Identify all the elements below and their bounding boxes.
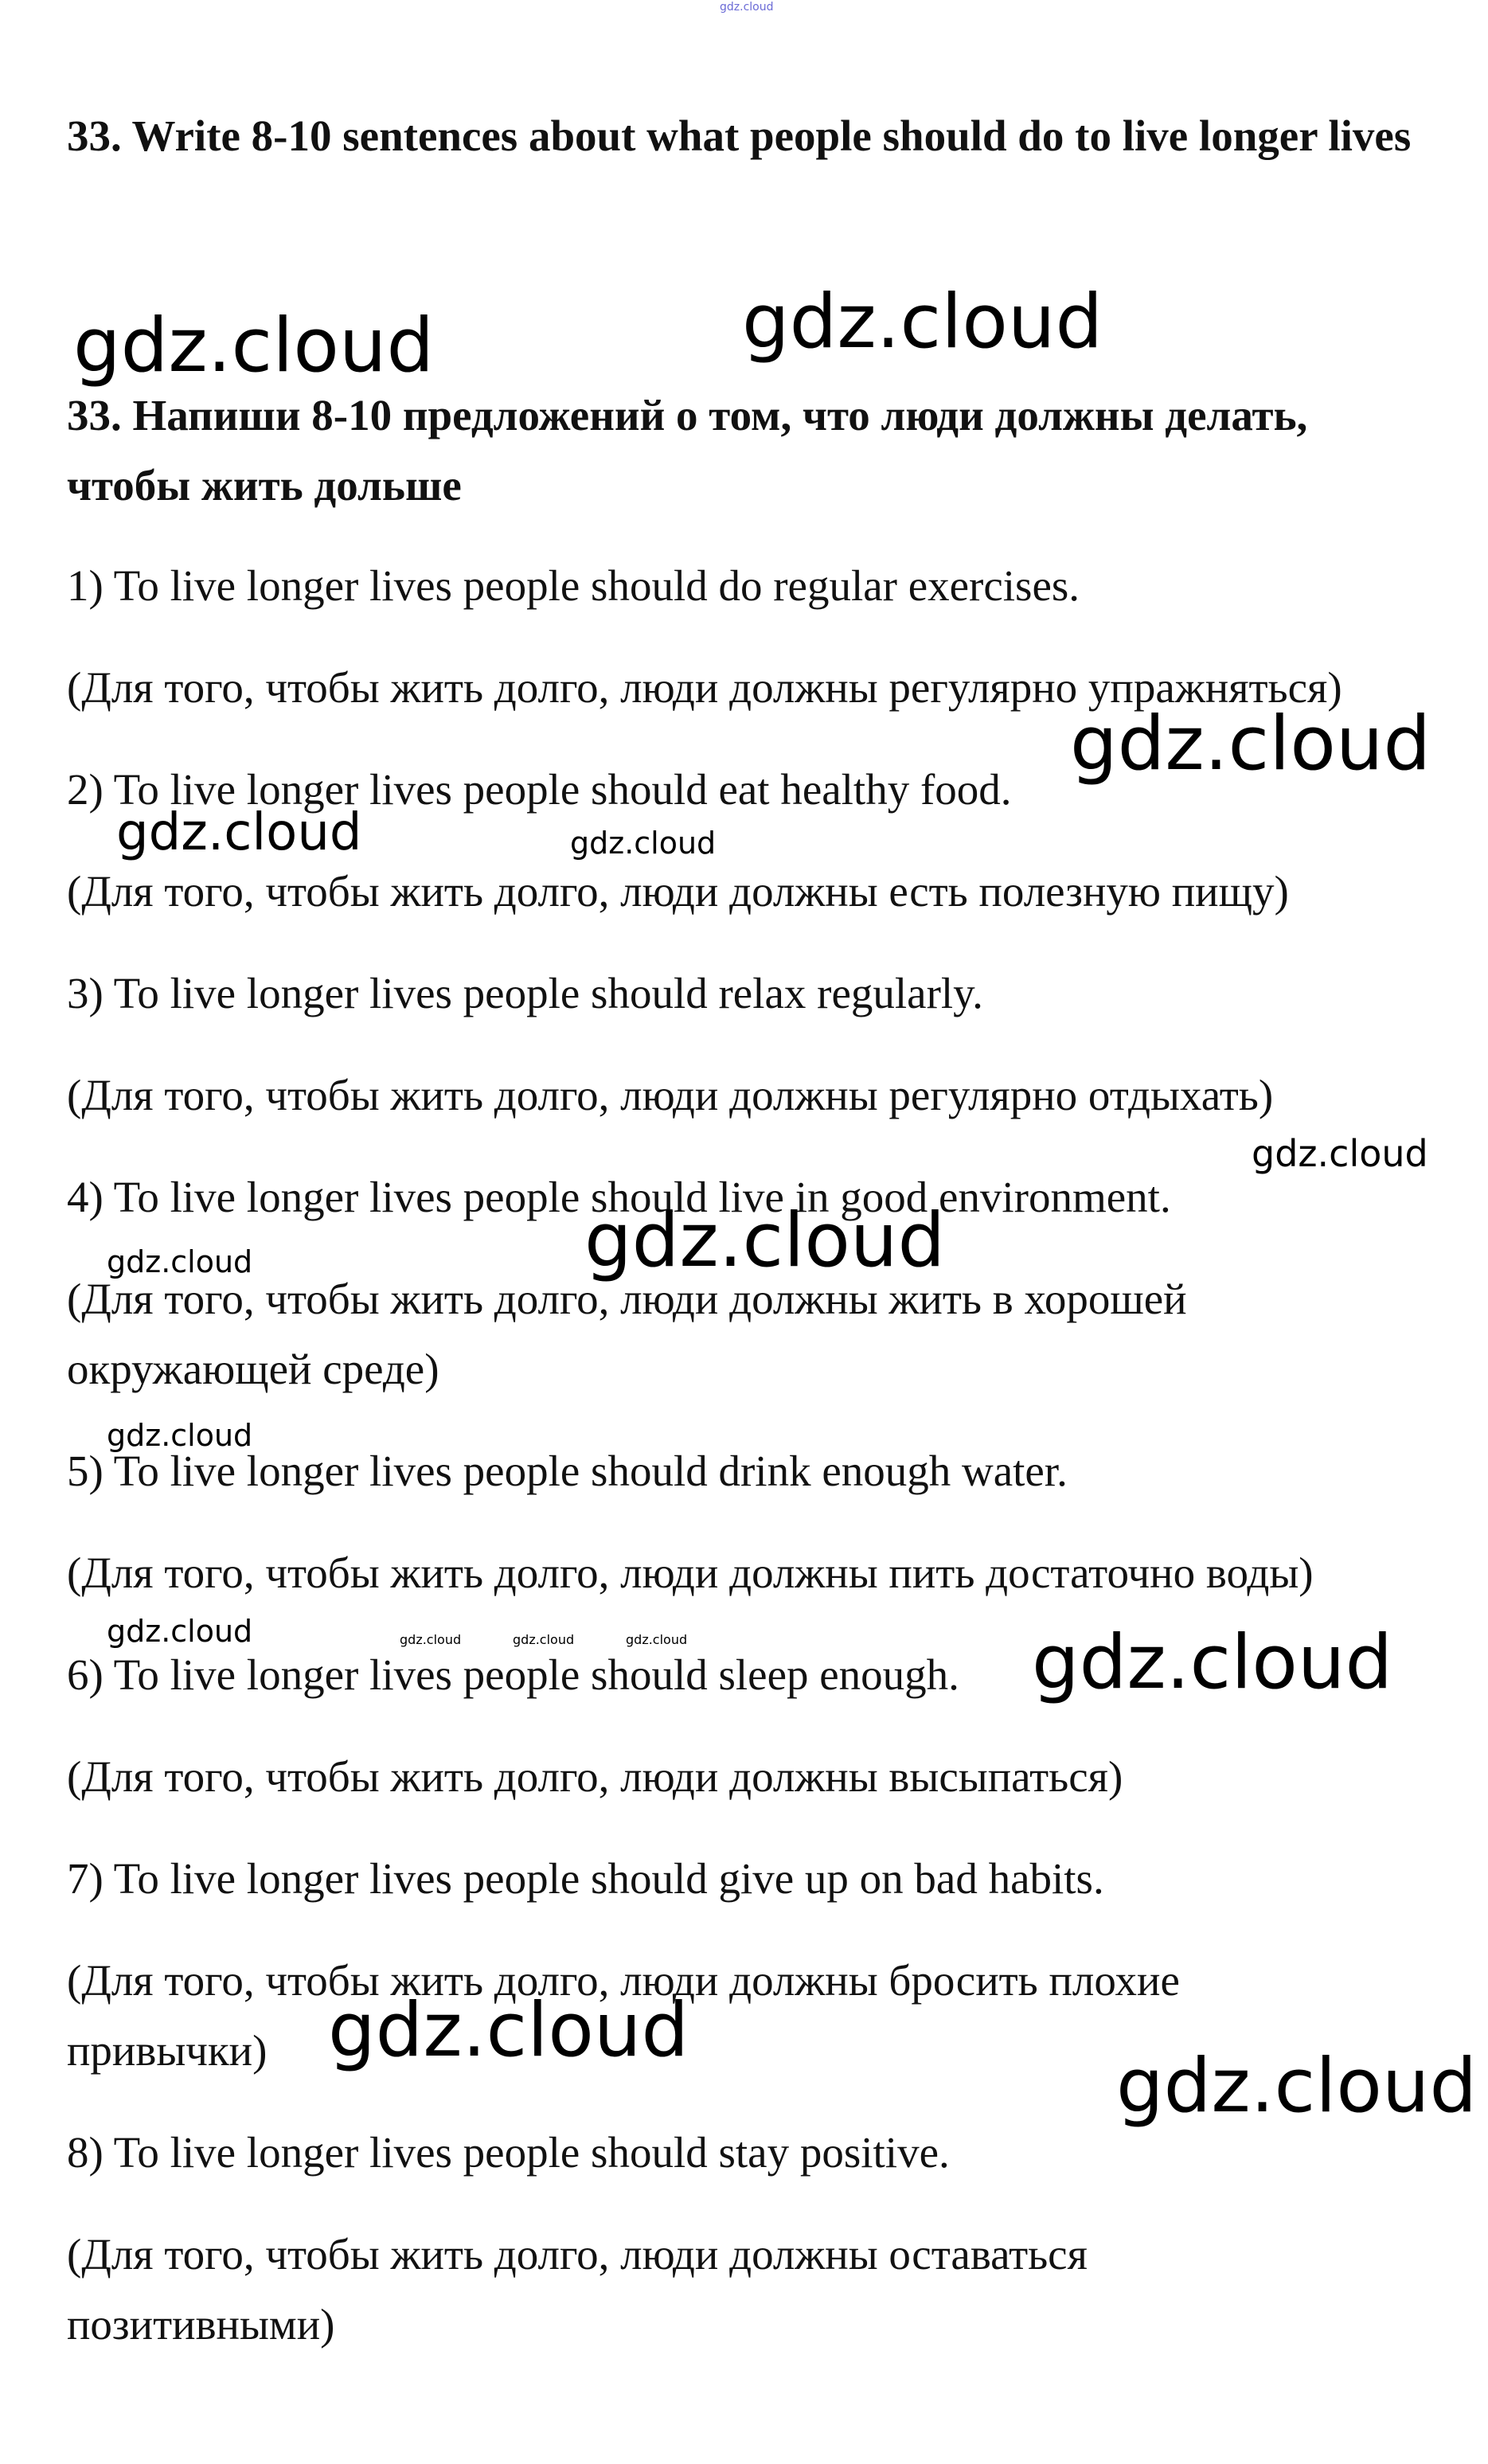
task-title-ru: 33. Напиши 8-10 предложений о том, что люди должны делать, чтобы жить дольше: [67, 391, 1308, 510]
answer-2-en: 2) To live longer lives people should eat healthy food.: [67, 765, 1012, 814]
watermark: gdz.cloud: [107, 1418, 253, 1453]
watermark: gdz.cloud: [400, 1632, 462, 1647]
answer-2-ru: (Для того, чтобы жить долго, люди должны есть полезную пищу): [67, 867, 1289, 916]
answer-6-en: 6) To live longer lives people should sleep enough.: [67, 1650, 959, 1699]
watermark: gdz.cloud: [1070, 701, 1431, 787]
watermark: gdz.cloud: [116, 803, 362, 862]
watermark: gdz.cloud: [1032, 1619, 1393, 1706]
answer-8-en: 8) To live longer lives people should stay positive.: [67, 2128, 950, 2177]
watermark: gdz.cloud: [584, 1197, 946, 1284]
watermark: gdz.cloud: [720, 1, 774, 14]
answer-3-en: 3) To live longer lives people should relax regularly.: [67, 969, 983, 1017]
answer-1-ru: (Для того, чтобы жить долго, люди должны регулярно упражняться): [67, 663, 1342, 712]
answer-7-ru: (Для того, чтобы жить долго, люди должны бросить плохие привычки): [67, 1956, 1180, 2075]
answer-4-en: 4) To live longer lives people should live in good environment.: [67, 1173, 1171, 1221]
answer-4-ru: (Для того, чтобы жить долго, люди должны жить в хорошей окружающей среде): [67, 1275, 1187, 1393]
watermark: gdz.cloud: [570, 826, 717, 861]
answer-6-ru: (Для того, чтобы жить долго, люди должны высыпаться): [67, 1752, 1123, 1801]
watermark: gdz.cloud: [1116, 2043, 1478, 2130]
watermark: gdz.cloud: [107, 1244, 253, 1279]
watermark: gdz.cloud: [73, 303, 435, 389]
watermark: gdz.cloud: [742, 279, 1103, 365]
answer-5-ru: (Для того, чтобы жить долго, люди должны пить достаточно воды): [67, 1548, 1314, 1597]
watermark: gdz.cloud: [328, 1987, 689, 2074]
answer-3-ru: (Для того, чтобы жить долго, люди должны регулярно отдыхать): [67, 1071, 1274, 1119]
watermark: gdz.cloud: [1252, 1132, 1428, 1175]
watermark: gdz.cloud: [107, 1614, 253, 1649]
answer-7-en: 7) To live longer lives people should give up on bad habits.: [67, 1854, 1104, 1903]
answer-5-en: 5) To live longer lives people should drink enough water.: [67, 1447, 1068, 1495]
watermark: gdz.cloud: [626, 1632, 688, 1647]
watermark: gdz.cloud: [513, 1632, 575, 1647]
answer-8-ru: (Для того, чтобы жить долго, люди должны оставаться позитивными): [67, 2230, 1088, 2349]
task-title-en: 33. Write 8-10 sentences about what people should do to live longer lives: [67, 111, 1412, 160]
answer-1-en: 1) To live longer lives people should do regular exercises.: [67, 561, 1080, 610]
